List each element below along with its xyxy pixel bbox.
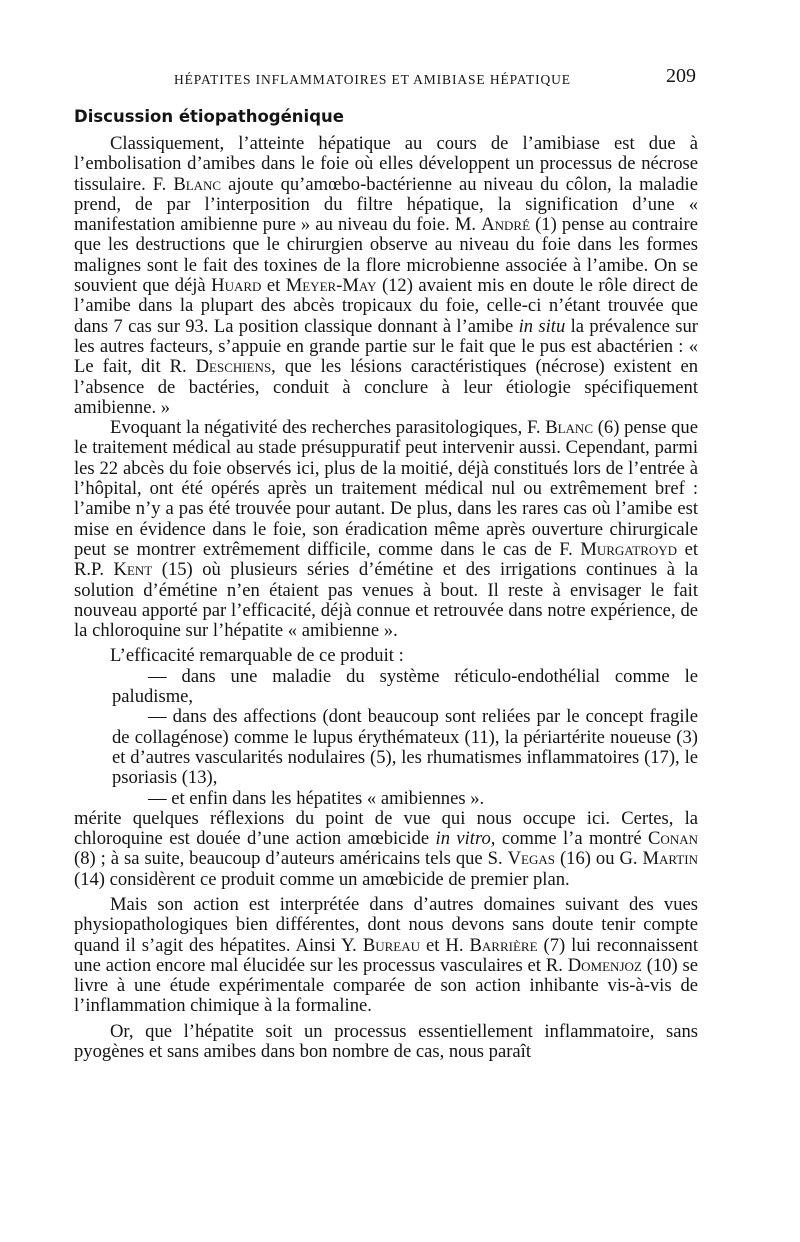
text-run: (10) se livre à une étude expérimentale comparée de son action inhibante vis-à-vis de l’inflammation chimique à la formaline. <box>74 954 699 1017</box>
text-run: (15) où plusieurs séries d’émétine et des irrigations continues à la solution d’émétine n’en étaient pas venues à bout. Il reste à envisager le fait nouveau apporté par l’efficacité, déjà connue et retrouvée dans notre expérience, de la chloroquine sur l’hépatite « amibienne ». <box>74 559 698 642</box>
author-name: Blanc <box>545 417 593 439</box>
body-text <box>74 134 698 1062</box>
text-run: Classiquement, l’atteinte hépatique au cours de l’amibiase est due à l’embolisation d’amibes dans le foie où elles développent un processus de nécrose tissulaire. F. <box>74 133 698 195</box>
text-run: (14) considèrent ce produit comme un amœbicide de premier plan. <box>74 868 570 890</box>
text-run: (12) avaient mis en doute le rôle direct de l’amibe dans la plupart des abcès tropicaux du foie, celle-ci n’étant trouvée que dans 7 cas sur 93. La position classique donnant à l’amibe <box>74 275 698 337</box>
text-run: et <box>266 275 281 297</box>
italic-term: in situ <box>518 315 566 337</box>
text-run: (16) ou G. <box>559 848 638 870</box>
author-name: Domenjoz <box>567 954 642 976</box>
section-heading: Discussion étiopathogénique <box>74 107 344 126</box>
author-name: Bureau <box>362 934 420 956</box>
text-run: mérite quelques réflexions du point de vue qui nous occupe ici. Certes, la chloroquine est douée d’une action amœbicide <box>74 807 698 850</box>
text-run: que les lésions caractéristiques (nécrose) existent en l’absence de bactéries, conduit à conclure à leur étiologie spécifiquement amibienne. » <box>74 356 698 418</box>
paragraph-3: L’efficacité remarquable de ce produit : <box>110 645 404 667</box>
text-run: comme l’a montré <box>501 828 642 850</box>
author-name: Blanc <box>173 173 222 195</box>
text-run: Mais son action est interprétée dans d’autres domaines suivant des vues physiopathologiques bien différentes, dont nous devons sans doute tenir compte quand il s’agit des hépatites. Ainsi Y. <box>74 893 698 956</box>
author-name: André <box>481 214 531 236</box>
author-name: Kent <box>113 559 153 581</box>
author-name: Vegas <box>507 848 555 870</box>
running-title: HÉPATITES INFLAMMATOIRES ET AMIBIASE HÉPATIQUE <box>174 72 571 87</box>
paragraph-5 <box>74 895 698 1017</box>
paragraph-1 <box>74 134 698 418</box>
running-head <box>74 60 698 100</box>
text-run: la prévalence sur les autres facteurs, s’appuie en grande partie sur le fait que le pus est abactérien : « Le fait, dit R. <box>74 315 698 378</box>
author-name: Huard <box>211 275 262 297</box>
list-item-dash-3: — et enfin dans les hépatites « amibiennes ». <box>148 787 485 809</box>
author-name: Martin <box>642 848 698 870</box>
text-run: (7) lui reconnaissent une action encore mal élucidée sur les processus vasculaires et R. <box>74 934 699 976</box>
italic-term: in vitro, <box>435 828 496 850</box>
page-number: 209 <box>666 65 696 87</box>
author-name: Murgatroyd <box>580 538 678 560</box>
list-item-dash-1: — dans une maladie du système réticulo-endothélial comme le paludisme, <box>112 665 698 708</box>
author-name: Meyer-May <box>285 275 377 297</box>
list-item-dash-2: — dans des affections (dont beaucoup sont reliées par le concept fragile de collagénose) comme le lupus érythémateux (11), la périartérite noueuse (3) et d’autres vascularités nodulaires (5), les rhumatismes inflammatoires (17), le psoriasis (13), <box>112 706 698 789</box>
text-run: ajoute qu’amœbo-bactérienne au niveau du côlon, la maladie prend, de par l’interposition du filtre hépatique, la signification d’une « manifestation amibienne pure » au niveau du foie. M. <box>74 173 698 236</box>
text-run: (1) pense au contraire que les destructions que le chirurgien observe au niveau du foie dans les formes malignes sont le fait des toxines de la flore microbienne associée à l’amibe. On se souvient que déjà <box>74 214 698 297</box>
text-run: et R.P. <box>74 538 698 581</box>
text-run: (6) pense que le traitement médical au stade présuppuratif peut intervenir aussi. Cependant, parmi les 22 abcès du foie observés ici, plus de la moitié, déjà constitués lors de l’entrée à l’hôpital, ont été opérés après un traitement médical nul ou extrêmement bref : l’amibe n’y a pas été trouvée pour autant. De plus, dans les rares cas où l’amibe est mise en évidence dans le foie, son éradication même après ouverture chirurgicale peut se montrer extrêmement difficile, comme dans le cas de F. <box>74 417 698 560</box>
text-run: et H. <box>426 934 464 956</box>
page <box>74 60 698 1062</box>
text-run: Evoquant la négativité des recherches parasitologiques, F. <box>110 417 541 439</box>
paragraph-6: Or, que l’hépatite soit un processus essentiellement inflammatoire, sans pyogènes et sans amibes dans bon nombre de cas, nous paraît <box>74 1020 698 1063</box>
author-name: Deschiens, <box>195 356 276 378</box>
paragraph-2 <box>74 418 698 641</box>
author-name: Barrière <box>469 934 538 956</box>
paragraph-4 <box>74 809 698 890</box>
author-name: Conan <box>648 828 698 850</box>
text-run: (8) ; à sa suite, beaucoup d’auteurs américains tels que S. <box>74 848 503 870</box>
